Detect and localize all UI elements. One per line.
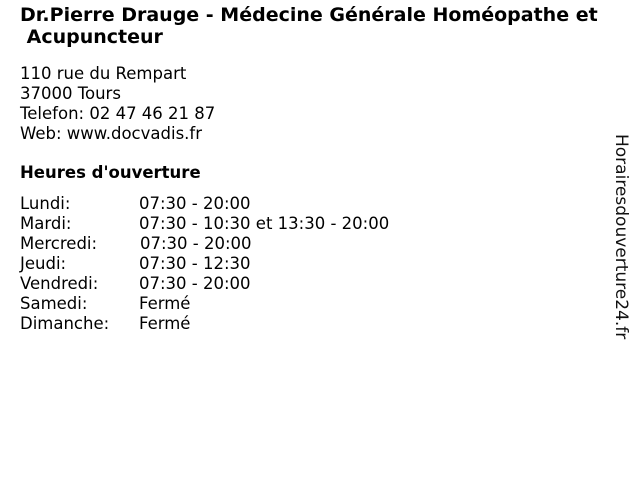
title-line-2: Acupuncteur bbox=[20, 26, 163, 48]
phone-number: Telefon: 02 47 46 21 87 bbox=[20, 104, 216, 123]
day-label: Dimanche: bbox=[20, 314, 110, 333]
city-address: 37000 Tours bbox=[20, 84, 121, 103]
time-value: 07:30 - 10:30 et 13:30 - 20:00 bbox=[139, 214, 390, 233]
time-value: 07:30 - 20:00 bbox=[140, 234, 252, 253]
day-label: Mardi: bbox=[20, 214, 72, 233]
day-label: Samedi: bbox=[20, 294, 88, 313]
page-title bbox=[20, 4, 634, 48]
site-brand-vertical: Horairesdouverture24.fr bbox=[611, 134, 631, 340]
day-label: Lundi: bbox=[20, 194, 71, 213]
title-line-1: Dr.Pierre Drauge - Médecine Générale Homéopathe et bbox=[20, 4, 598, 26]
address-block bbox=[20, 64, 215, 144]
hours-row-saturday bbox=[20, 294, 389, 314]
hours-heading: Heures d'ouverture bbox=[20, 163, 201, 182]
hours-row-monday bbox=[20, 194, 389, 214]
day-label: Mercredi: bbox=[20, 234, 98, 253]
day-label: Jeudi: bbox=[20, 254, 67, 273]
street-address: 110 rue du Rempart bbox=[20, 64, 187, 83]
day-label: Vendredi: bbox=[20, 274, 99, 293]
time-value: 07:30 - 12:30 bbox=[139, 254, 251, 273]
hours-table bbox=[20, 194, 389, 334]
time-value: 07:30 - 20:00 bbox=[139, 274, 251, 293]
time-value: Fermé bbox=[139, 294, 191, 313]
website: Web: www.docvadis.fr bbox=[20, 124, 202, 143]
hours-row-sunday bbox=[20, 314, 389, 334]
hours-row-tuesday bbox=[20, 214, 389, 234]
time-value: Fermé bbox=[139, 314, 191, 333]
hours-row-thursday bbox=[20, 254, 389, 274]
hours-row-friday bbox=[20, 274, 389, 294]
time-value: 07:30 - 20:00 bbox=[139, 194, 251, 213]
hours-row-wednesday bbox=[20, 234, 389, 254]
